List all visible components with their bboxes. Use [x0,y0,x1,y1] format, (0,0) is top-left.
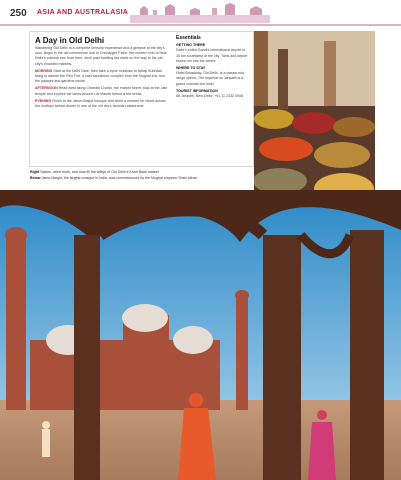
morning-paragraph [35,69,170,85]
right-caption-text: Spices, dried fruits, and nuts fill the alleys of Old Delhi's Khari Baoli market [40,170,159,174]
below-caption-text: Jama Masjid, the largest mosque in India, was commissioned by the Mughal emperor Shah Jahan [41,176,198,180]
essentials-title: Essentials [176,35,201,41]
getting-there-text: Delhi's Indira Gandhi International Airport is 16 km southwest of the city. Taxis and airport buses run into the centre. [176,48,248,63]
right-caption-label: Right [30,170,40,174]
evening-paragraph [35,99,170,109]
evening-text: Finish at the Jama Masjid mosque and climb a minaret for views across the rooftops before dinner in one of the old city's famous restaurants. [35,98,166,109]
below-caption-label: Below [30,176,41,180]
feature-intro: Wandering Old Delhi is a complete sensory experience and a glimpse of the city's soul. Begin in the old commercial hub of Connaught Place, the modern hub of New Delhi's colonial era; from here, stroll past bustling tea stalls on the way to the old city's crowded markets. [35,46,167,66]
where-to-stay-text: Hotel Broadway, Old Delhi, is a classic mid-range option; The Imperial on Janpath is a grand colonial-era hotel. [176,71,246,86]
page-header [0,0,401,26]
section-title: ASIA AND AUSTRALASIA [37,9,129,16]
afternoon-label: AFTERNOON [35,86,58,91]
morning-text: Start at the Delhi Gate, then take a cycle rickshaw to Netaji Subhash Marg to admire the Red Fort, a vast sandstone complex from the Mughal era; tour the palaces and gardens inside. [35,68,166,84]
feature-title: A Day in Old Delhi [35,36,105,45]
tourist-info-section [176,89,248,99]
feature-itinerary [35,46,170,111]
morning-label: MORNING [35,68,53,73]
afternoon-text: Head west along Chandni Chowk, the market street; stop at the Jain temple and explore the lanes around Lal Mandir before a tea break. [35,86,168,96]
getting-there-label: GETTING THERE [176,43,206,48]
header-rule [0,24,401,26]
evening-label: EVENING [35,98,52,103]
afternoon-paragraph [35,86,170,96]
feature-panel [29,31,254,167]
where-to-stay-section [176,66,248,87]
where-to-stay-label: WHERE TO STAY [176,66,206,71]
skyline-illustration [130,3,270,23]
below-caption [30,176,360,181]
getting-there-section [176,43,248,64]
page-number: 250 [10,8,27,19]
right-caption [30,170,360,175]
jama-masjid-photo [0,190,401,480]
essentials-panel [176,36,248,99]
tourist-info-label: TOURIST INFORMATION [176,88,218,93]
tourist-info-text: 88 Janpath, New Delhi; +91 11 2332 0008 [176,94,243,99]
